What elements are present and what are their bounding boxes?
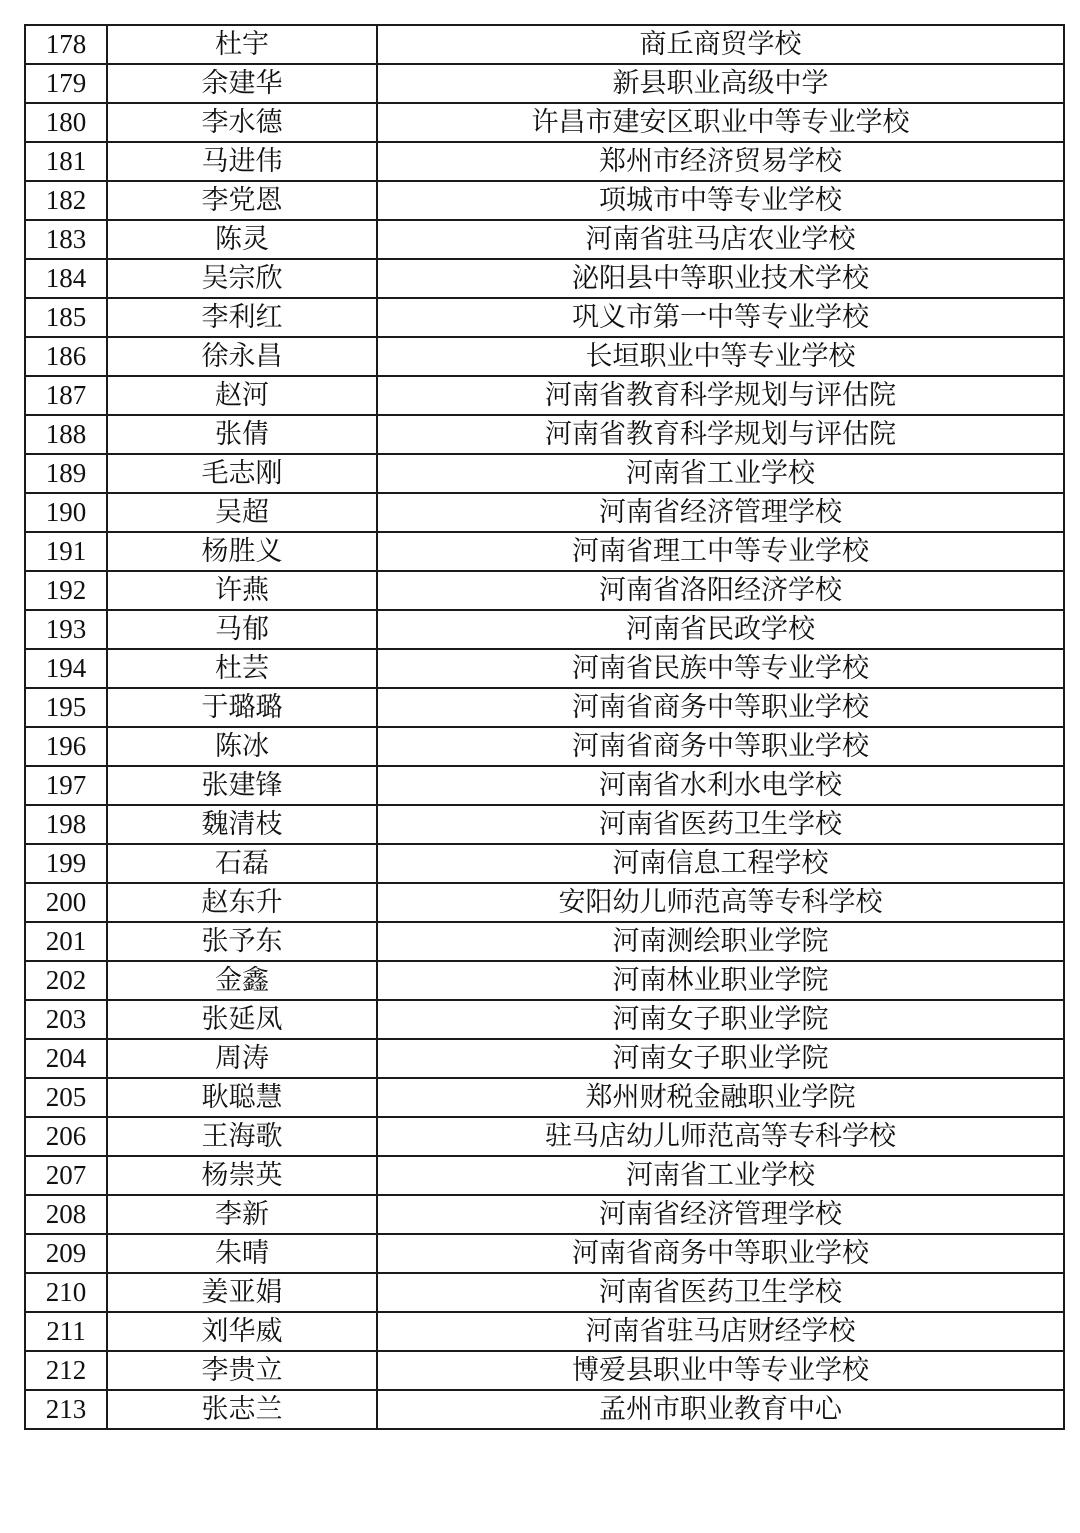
row-number: 211: [25, 1312, 107, 1351]
person-name: 吴超: [107, 493, 377, 532]
person-name: 朱晴: [107, 1234, 377, 1273]
document-page: [24, 24, 1063, 1430]
school-name: 河南女子职业学院: [377, 1000, 1064, 1039]
table-row: [25, 415, 1064, 454]
row-number: 212: [25, 1351, 107, 1390]
person-name: 余建华: [107, 64, 377, 103]
school-name: 驻马店幼儿师范高等专科学校: [377, 1117, 1064, 1156]
row-number: 205: [25, 1078, 107, 1117]
row-number: 185: [25, 298, 107, 337]
row-number: 183: [25, 220, 107, 259]
person-name: 于璐璐: [107, 688, 377, 727]
table-row: [25, 1117, 1064, 1156]
row-number: 206: [25, 1117, 107, 1156]
table-row: [25, 532, 1064, 571]
person-name: 赵河: [107, 376, 377, 415]
table-row: [25, 1195, 1064, 1234]
person-name: 李党恩: [107, 181, 377, 220]
row-number: 180: [25, 103, 107, 142]
school-name: 巩义市第一中等专业学校: [377, 298, 1064, 337]
school-name: 河南省经济管理学校: [377, 493, 1064, 532]
school-name: 河南省工业学校: [377, 1156, 1064, 1195]
table-row: [25, 259, 1064, 298]
row-number: 184: [25, 259, 107, 298]
row-number: 209: [25, 1234, 107, 1273]
person-name: 姜亚娟: [107, 1273, 377, 1312]
table-row: [25, 493, 1064, 532]
person-name: 毛志刚: [107, 454, 377, 493]
row-number: 194: [25, 649, 107, 688]
school-name: 河南省洛阳经济学校: [377, 571, 1064, 610]
row-number: 197: [25, 766, 107, 805]
school-name: 泌阳县中等职业技术学校: [377, 259, 1064, 298]
table-row: [25, 844, 1064, 883]
person-name: 许燕: [107, 571, 377, 610]
person-name: 杜芸: [107, 649, 377, 688]
row-number: 192: [25, 571, 107, 610]
table-row: [25, 1234, 1064, 1273]
table-row: [25, 1156, 1064, 1195]
school-name: 许昌市建安区职业中等专业学校: [377, 103, 1064, 142]
row-number: 204: [25, 1039, 107, 1078]
row-number: 189: [25, 454, 107, 493]
table-row: [25, 1078, 1064, 1117]
person-name: 杨胜义: [107, 532, 377, 571]
school-name: 项城市中等专业学校: [377, 181, 1064, 220]
row-number: 179: [25, 64, 107, 103]
person-name: 杜宇: [107, 25, 377, 64]
school-name: 河南省教育科学规划与评估院: [377, 376, 1064, 415]
person-name: 陈灵: [107, 220, 377, 259]
table-row: [25, 1390, 1064, 1429]
row-number: 186: [25, 337, 107, 376]
person-name: 张予东: [107, 922, 377, 961]
person-name: 魏清枝: [107, 805, 377, 844]
row-number: 190: [25, 493, 107, 532]
person-name: 李贵立: [107, 1351, 377, 1390]
table-row: [25, 610, 1064, 649]
table-row: [25, 805, 1064, 844]
person-name: 李新: [107, 1195, 377, 1234]
school-name: 河南省商务中等职业学校: [377, 688, 1064, 727]
person-name: 周涛: [107, 1039, 377, 1078]
person-name: 张志兰: [107, 1390, 377, 1429]
table-row: [25, 1351, 1064, 1390]
person-name: 杨崇英: [107, 1156, 377, 1195]
school-name: 孟州市职业教育中心: [377, 1390, 1064, 1429]
table-row: [25, 181, 1064, 220]
row-number: 188: [25, 415, 107, 454]
person-name: 张建锋: [107, 766, 377, 805]
table-row: [25, 376, 1064, 415]
school-name: 河南省理工中等专业学校: [377, 532, 1064, 571]
row-number: 178: [25, 25, 107, 64]
school-name: 安阳幼儿师范高等专科学校: [377, 883, 1064, 922]
school-name: 河南省医药卫生学校: [377, 805, 1064, 844]
school-name: 河南省驻马店农业学校: [377, 220, 1064, 259]
school-name: 博爱县职业中等专业学校: [377, 1351, 1064, 1390]
school-name: 郑州市经济贸易学校: [377, 142, 1064, 181]
table-row: [25, 64, 1064, 103]
table-row: [25, 1000, 1064, 1039]
school-name: 河南省水利水电学校: [377, 766, 1064, 805]
school-name: 河南省民族中等专业学校: [377, 649, 1064, 688]
person-name: 赵东升: [107, 883, 377, 922]
row-number: 191: [25, 532, 107, 571]
person-name: 马郁: [107, 610, 377, 649]
row-number: 210: [25, 1273, 107, 1312]
person-name: 刘华威: [107, 1312, 377, 1351]
school-name: 新县职业高级中学: [377, 64, 1064, 103]
school-name: 长垣职业中等专业学校: [377, 337, 1064, 376]
table-row: [25, 961, 1064, 1000]
person-name: 石磊: [107, 844, 377, 883]
school-name: 河南省驻马店财经学校: [377, 1312, 1064, 1351]
row-number: 201: [25, 922, 107, 961]
table-row: [25, 103, 1064, 142]
school-name: 河南省商务中等职业学校: [377, 1234, 1064, 1273]
person-name: 张延凤: [107, 1000, 377, 1039]
table-row: [25, 1312, 1064, 1351]
row-number: 181: [25, 142, 107, 181]
row-number: 182: [25, 181, 107, 220]
row-number: 193: [25, 610, 107, 649]
row-number: 202: [25, 961, 107, 1000]
school-name: 河南林业职业学院: [377, 961, 1064, 1000]
school-name: 河南省教育科学规划与评估院: [377, 415, 1064, 454]
person-name: 陈冰: [107, 727, 377, 766]
person-name: 王海歌: [107, 1117, 377, 1156]
row-number: 208: [25, 1195, 107, 1234]
person-name: 耿聪慧: [107, 1078, 377, 1117]
person-name: 金鑫: [107, 961, 377, 1000]
table-row: [25, 688, 1064, 727]
roster-table: [24, 24, 1065, 1430]
row-number: 196: [25, 727, 107, 766]
table-row: [25, 571, 1064, 610]
school-name: 河南省工业学校: [377, 454, 1064, 493]
school-name: 河南测绘职业学院: [377, 922, 1064, 961]
table-row: [25, 1273, 1064, 1312]
person-name: 张倩: [107, 415, 377, 454]
row-number: 199: [25, 844, 107, 883]
table-row: [25, 454, 1064, 493]
person-name: 徐永昌: [107, 337, 377, 376]
school-name: 河南女子职业学院: [377, 1039, 1064, 1078]
table-row: [25, 649, 1064, 688]
person-name: 李利红: [107, 298, 377, 337]
school-name: 河南省医药卫生学校: [377, 1273, 1064, 1312]
row-number: 187: [25, 376, 107, 415]
row-number: 200: [25, 883, 107, 922]
row-number: 213: [25, 1390, 107, 1429]
roster-table-body: [25, 25, 1064, 1429]
school-name: 河南省经济管理学校: [377, 1195, 1064, 1234]
school-name: 河南信息工程学校: [377, 844, 1064, 883]
table-row: [25, 922, 1064, 961]
table-row: [25, 298, 1064, 337]
table-row: [25, 1039, 1064, 1078]
row-number: 207: [25, 1156, 107, 1195]
table-row: [25, 142, 1064, 181]
table-row: [25, 766, 1064, 805]
school-name: 商丘商贸学校: [377, 25, 1064, 64]
school-name: 河南省商务中等职业学校: [377, 727, 1064, 766]
school-name: 河南省民政学校: [377, 610, 1064, 649]
table-row: [25, 883, 1064, 922]
person-name: 李水德: [107, 103, 377, 142]
row-number: 203: [25, 1000, 107, 1039]
row-number: 195: [25, 688, 107, 727]
school-name: 郑州财税金融职业学院: [377, 1078, 1064, 1117]
person-name: 吴宗欣: [107, 259, 377, 298]
table-row: [25, 727, 1064, 766]
person-name: 马进伟: [107, 142, 377, 181]
table-row: [25, 25, 1064, 64]
row-number: 198: [25, 805, 107, 844]
table-row: [25, 337, 1064, 376]
table-row: [25, 220, 1064, 259]
